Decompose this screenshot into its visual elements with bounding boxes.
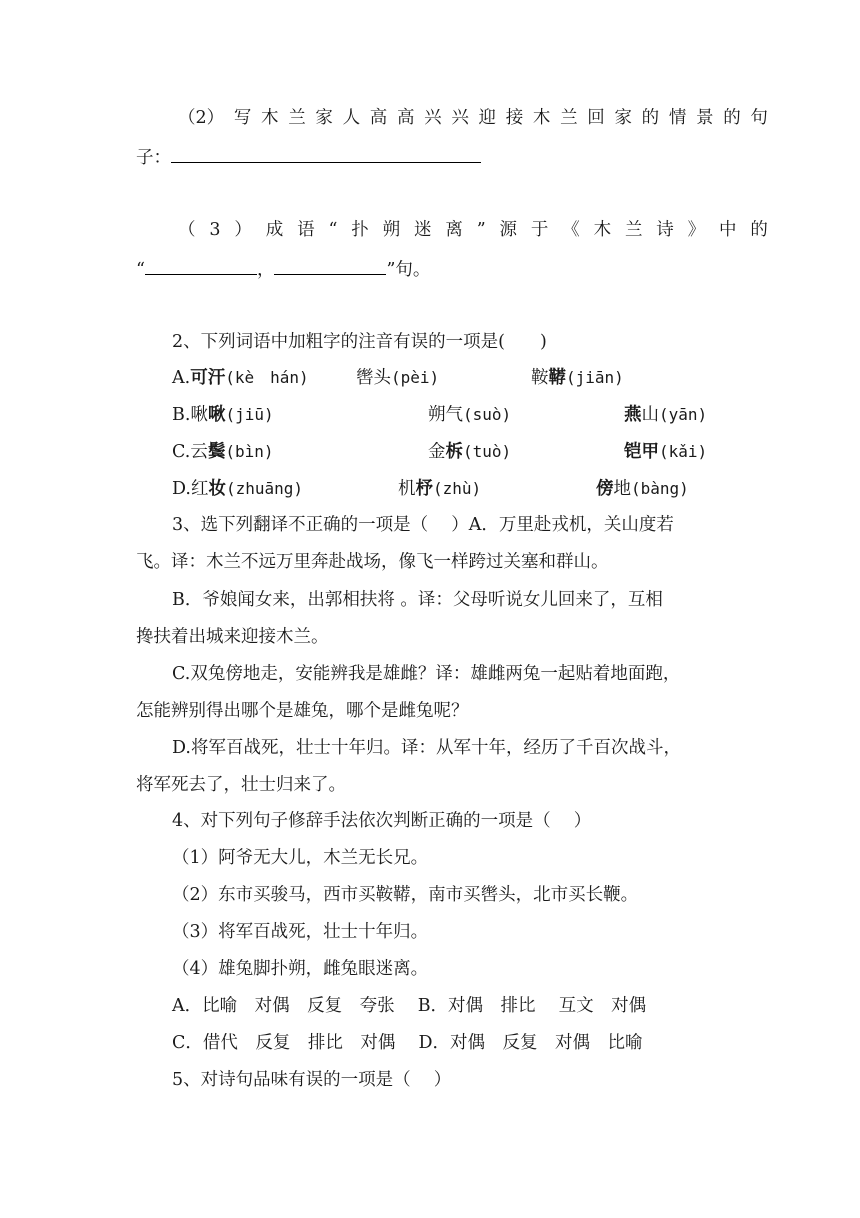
char: 兰 — [560, 108, 578, 128]
q4-sentence-2: （2）东市买骏马，西市买鞍鞯，南市买辔头，北市买长鞭。 — [172, 885, 639, 905]
char: 诗 — [656, 220, 674, 240]
q3-option-d-line1: D.将军百战死，壮士十年归。译：从军十年，经历了千百次战斗， — [172, 738, 681, 758]
q5-stem: 5、对诗句品味有误的一项是（ ） — [172, 1070, 452, 1090]
q2-option-d-c1: D.红妆(zhuāng) — [172, 479, 304, 499]
pinyin: (bàng) — [631, 479, 689, 498]
char: 》 — [687, 220, 706, 240]
answer-blank[interactable] — [171, 144, 481, 163]
char: ） — [234, 220, 252, 240]
q2-option-d-c3: 傍地(bàng) — [596, 479, 689, 499]
pinyin: (kè hán) — [225, 368, 309, 387]
q2-option-b-c1: B.啾啾(jiū) — [172, 405, 274, 425]
char: 成 — [265, 220, 284, 240]
char: 高 — [369, 108, 388, 128]
char: 3 — [209, 220, 221, 240]
char: 兴 — [451, 108, 469, 128]
char: 朔 — [382, 220, 401, 240]
char: 语 — [297, 220, 315, 240]
char: 的 — [641, 108, 660, 128]
q2-stem: 2、下列词语中加粗字的注音有误的一项是( ) — [172, 332, 547, 352]
q3-option-b-line2: 搀扶着出城来迎接木兰。 — [136, 627, 329, 647]
q4-sentence-3: （3）将军百战死，壮士十年归。 — [172, 922, 429, 942]
char: 源 — [499, 220, 517, 240]
pinyin: (suò) — [463, 405, 512, 424]
char: 景 — [696, 108, 714, 128]
q2-option-c-c1: C.云鬓(bìn) — [172, 442, 274, 462]
q3-line2: 飞。译：木兰不远万里奔赴战场，像飞一样跨过关塞和群山。 — [136, 552, 609, 572]
char: 木 — [261, 108, 279, 128]
q2-option-b-c2: 朔气(suò) — [428, 405, 512, 425]
char: ” — [476, 220, 486, 240]
q2-option-b-c3: 燕山(yān) — [624, 405, 708, 425]
char: 情 — [668, 108, 687, 128]
char: 写 — [233, 108, 252, 128]
pinyin: (bìn) — [225, 442, 274, 461]
q3-line1: 3、选下列翻译不正确的一项是（ ）A．万里赴戎机，关山度若 — [172, 515, 674, 535]
char: 兰 — [288, 108, 306, 128]
char: 兴 — [424, 108, 442, 128]
pinyin: (yān) — [659, 405, 708, 424]
q2-option-a-c2: 辔头(pèi) — [356, 368, 440, 388]
char: 句 — [750, 108, 768, 128]
q2-option-c-c3: 铠甲(kǎi) — [624, 442, 708, 462]
q3-option-d-line2: 将军死去了，壮士归来了。 — [136, 775, 346, 795]
answer-blank[interactable] — [145, 256, 257, 275]
char: 迷 — [413, 220, 432, 240]
q2-option-d-c2: 机杼(zhù) — [398, 479, 482, 499]
pinyin: (zhuāng) — [225, 479, 304, 498]
q1-item2-line1 — [178, 106, 768, 130]
char: 的 — [723, 108, 741, 128]
pinyin: (tuò) — [463, 442, 512, 461]
q4-options-ab: A．比喻 对偶 反复 夸张 B．对偶 排比 互文 对偶 — [172, 996, 647, 1016]
char: （ — [178, 220, 196, 240]
char: 《 — [562, 220, 580, 240]
char: 家 — [315, 108, 333, 128]
pinyin: (jiū) — [225, 405, 274, 424]
pinyin: (kǎi) — [659, 442, 708, 461]
char: 的 — [750, 220, 768, 240]
q2-option-c-c2: 金柝(tuò) — [428, 442, 512, 462]
char: 家 — [614, 108, 632, 128]
q1-item2-line2: 子： — [136, 144, 481, 170]
char: 于 — [530, 220, 549, 240]
char: 木 — [532, 108, 551, 128]
char: 木 — [593, 220, 612, 240]
pinyin: (zhù) — [433, 479, 482, 498]
char: 中 — [719, 220, 737, 240]
q4-sentence-4: （4）雄兔脚扑朔，雌兔眼迷离。 — [172, 959, 429, 979]
char: 兰 — [624, 220, 643, 240]
q3-option-c-line2: 怎能辨别得出哪个是雄兔，哪个是雌兔呢？ — [136, 701, 469, 721]
q4-sentence-1: （1）阿爷无大儿，木兰无长兄。 — [172, 848, 429, 868]
q4-stem: 4、对下列句子修辞手法依次判断正确的一项是（ ） — [172, 811, 592, 831]
q1-item3-line2: “ ， ”句。 — [136, 256, 430, 282]
char: 离 — [445, 220, 463, 240]
answer-blank[interactable] — [274, 256, 386, 275]
char: 回 — [587, 108, 605, 128]
q2-option-a-c1: A.可汗(kè hán) — [172, 368, 309, 388]
q2-option-a-c3: 鞍鞯(jiān) — [531, 368, 624, 388]
q4-options-cd: C．借代 反复 排比 对偶 D．对偶 反复 对偶 比喻 — [172, 1033, 643, 1053]
q3-option-b-line1: B．爷娘闻女来，出郭相扶将 。译：父母听说女儿回来了，互相 — [172, 590, 663, 610]
q3-option-c-line1: C.双兔傍地走，安能辨我是雄雌？译：雄雌两兔一起贴着地面跑， — [172, 664, 681, 684]
char: 接 — [505, 108, 524, 128]
char: 高 — [396, 108, 415, 128]
char: “ — [328, 220, 338, 240]
char: 迎 — [478, 108, 497, 128]
pinyin: (jiān) — [566, 368, 624, 387]
char: 扑 — [351, 220, 369, 240]
char: 人 — [342, 108, 361, 128]
pinyin: (pèi) — [391, 368, 440, 387]
char: （2） — [178, 108, 225, 128]
q1-item3-line1 — [178, 218, 768, 242]
